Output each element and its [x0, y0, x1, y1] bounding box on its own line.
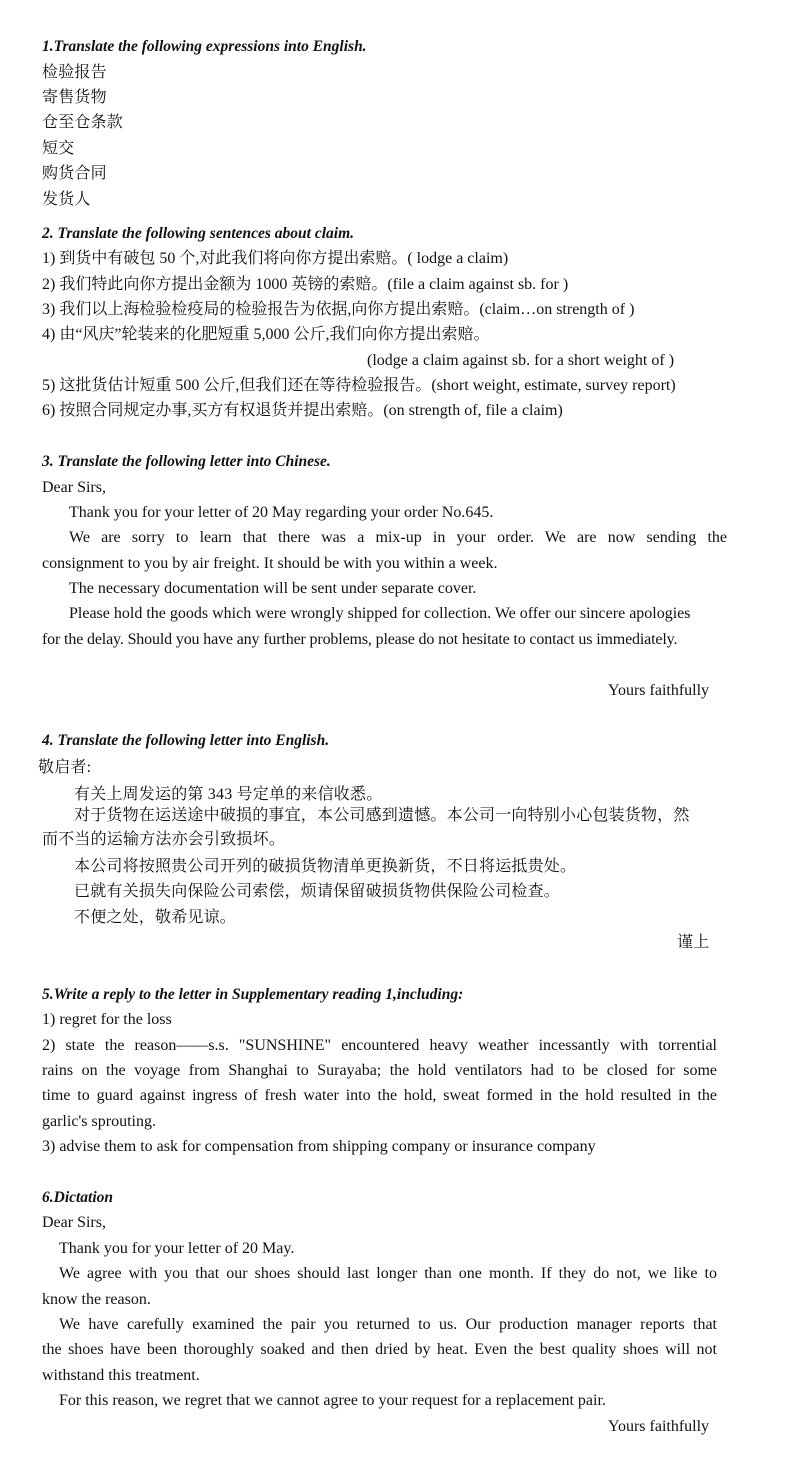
s3-salutation: Dear Sirs,	[42, 479, 106, 496]
s3-paragraph-line: Thank you for your letter of 20 May regarding your order No.645.	[69, 504, 494, 521]
s5-line: time to guard against ingress of fresh water into the hold, sweat formed in the hold resulted in the	[42, 1087, 717, 1104]
s1-item: 检验报告	[42, 64, 107, 81]
s1-item: 购货合同	[42, 165, 107, 182]
s6-paragraph-line: the shoes have been thoroughly soaked and then dried by heat. Even the best quality shoes will not	[42, 1341, 717, 1358]
section-2-heading: 2. Translate the following sentences about claim.	[42, 225, 355, 242]
s6-paragraph-line: know the reason.	[42, 1291, 151, 1308]
s1-item: 短交	[42, 140, 75, 157]
s3-paragraph-line: for the delay. Should you have any further problems, please do not hesitate to contact us immediately.	[42, 631, 678, 648]
s2-sentence: 6) 按照合同规定办事,买方有权退货并提出索赔。(on strength of, file a claim)	[42, 402, 563, 419]
s4-paragraph-line: 已就有关损失向保险公司索偿，烦请保留破损货物供保险公司检查。	[74, 883, 561, 900]
s3-paragraph-line: The necessary documentation will be sent under separate cover.	[69, 580, 477, 597]
s4-paragraph-line: 而不当的运输方法亦会引致损坏。	[42, 831, 286, 848]
s5-line: 3) advise them to ask for compensation from shipping company or insurance company	[42, 1138, 596, 1155]
s2-sentence-hint: (lodge a claim against sb. for a short weight of )	[367, 352, 675, 369]
s5-line: garlic's sprouting.	[42, 1113, 156, 1130]
s1-item: 仓至仓条款	[42, 114, 124, 131]
s2-sentence: 1) 到货中有破包 50 个,对此我们将向你方提出索赔。( lodge a claim)	[42, 250, 509, 267]
s3-closing: Yours faithfully	[608, 682, 710, 699]
s4-paragraph-line: 不便之处，敬希见谅。	[74, 909, 237, 926]
section-3-heading: 3. Translate the following letter into Chinese.	[42, 453, 331, 470]
s3-paragraph-line: Please hold the goods which were wrongly shipped for collection. We offer our sincere apologies	[69, 605, 691, 622]
section-5-heading: 5.Write a reply to the letter in Supplementary reading 1,including:	[42, 986, 464, 1003]
s2-sentence: 3) 我们以上海检验检疫局的检验报告为依据,向你方提出索赔。(claim…on strength of )	[42, 301, 635, 318]
s6-paragraph-line: withstand this treatment.	[42, 1367, 200, 1384]
s6-paragraph-line: We agree with you that our shoes should last longer than one month. If they do not, we like to	[59, 1265, 717, 1282]
s5-line: 2) state the reason——s.s. "SUNSHINE" encountered heavy weather incessantly with torrential	[42, 1037, 717, 1054]
s2-sentence: 2) 我们特此向你方提出金额为 1000 英镑的索赔。(file a claim against sb. for )	[42, 276, 569, 293]
s4-paragraph-line: 有关上周发运的第 343 号定单的来信收悉。	[74, 786, 383, 803]
section-6-heading: 6.Dictation	[42, 1189, 114, 1206]
section-1-heading: 1.Translate the following expressions into English.	[42, 38, 367, 55]
s6-paragraph-line: For this reason, we regret that we cannot agree to your request for a replacement pair.	[59, 1392, 606, 1409]
s4-salutation: 敬启者:	[38, 759, 92, 776]
s2-sentence: 5) 这批货估计短重 500 公斤,但我们还在等待检验报告。(short weight, estimate, survey report)	[42, 377, 676, 394]
s4-paragraph-line: 本公司将按照贵公司开列的破损货物清单更换新货，不日将运抵贵处。	[74, 858, 577, 875]
s6-salutation: Dear Sirs,	[42, 1214, 106, 1231]
s4-paragraph-line: 对于货物在运送途中破损的事宜，本公司感到遗憾。本公司一向特别小心包装货物，然	[74, 807, 690, 824]
s4-closing: 谨上	[677, 934, 710, 951]
s1-item: 寄售货物	[42, 89, 107, 106]
s2-sentence: 4) 由“风庆”轮装来的化肥短重 5,000 公斤,我们向你方提出索赔。	[42, 326, 490, 343]
s3-paragraph-line: We are sorry to learn that there was a mix-up in your order. We are now sending the	[69, 529, 727, 546]
s6-paragraph-line: We have carefully examined the pair you returned to us. Our production manager reports that	[59, 1316, 717, 1333]
s5-line: 1) regret for the loss	[42, 1011, 172, 1028]
s6-paragraph-line: Thank you for your letter of 20 May.	[59, 1240, 295, 1257]
s6-closing: Yours faithfully	[608, 1418, 710, 1435]
section-4-heading: 4. Translate the following letter into English.	[42, 732, 330, 749]
s1-item: 发货人	[42, 191, 91, 208]
s3-paragraph-line: consignment to you by air freight. It should be with you within a week.	[42, 555, 498, 572]
s5-line: rains on the voyage from Shanghai to Surayaba; the hold ventilators had to be closed for some	[42, 1062, 717, 1079]
